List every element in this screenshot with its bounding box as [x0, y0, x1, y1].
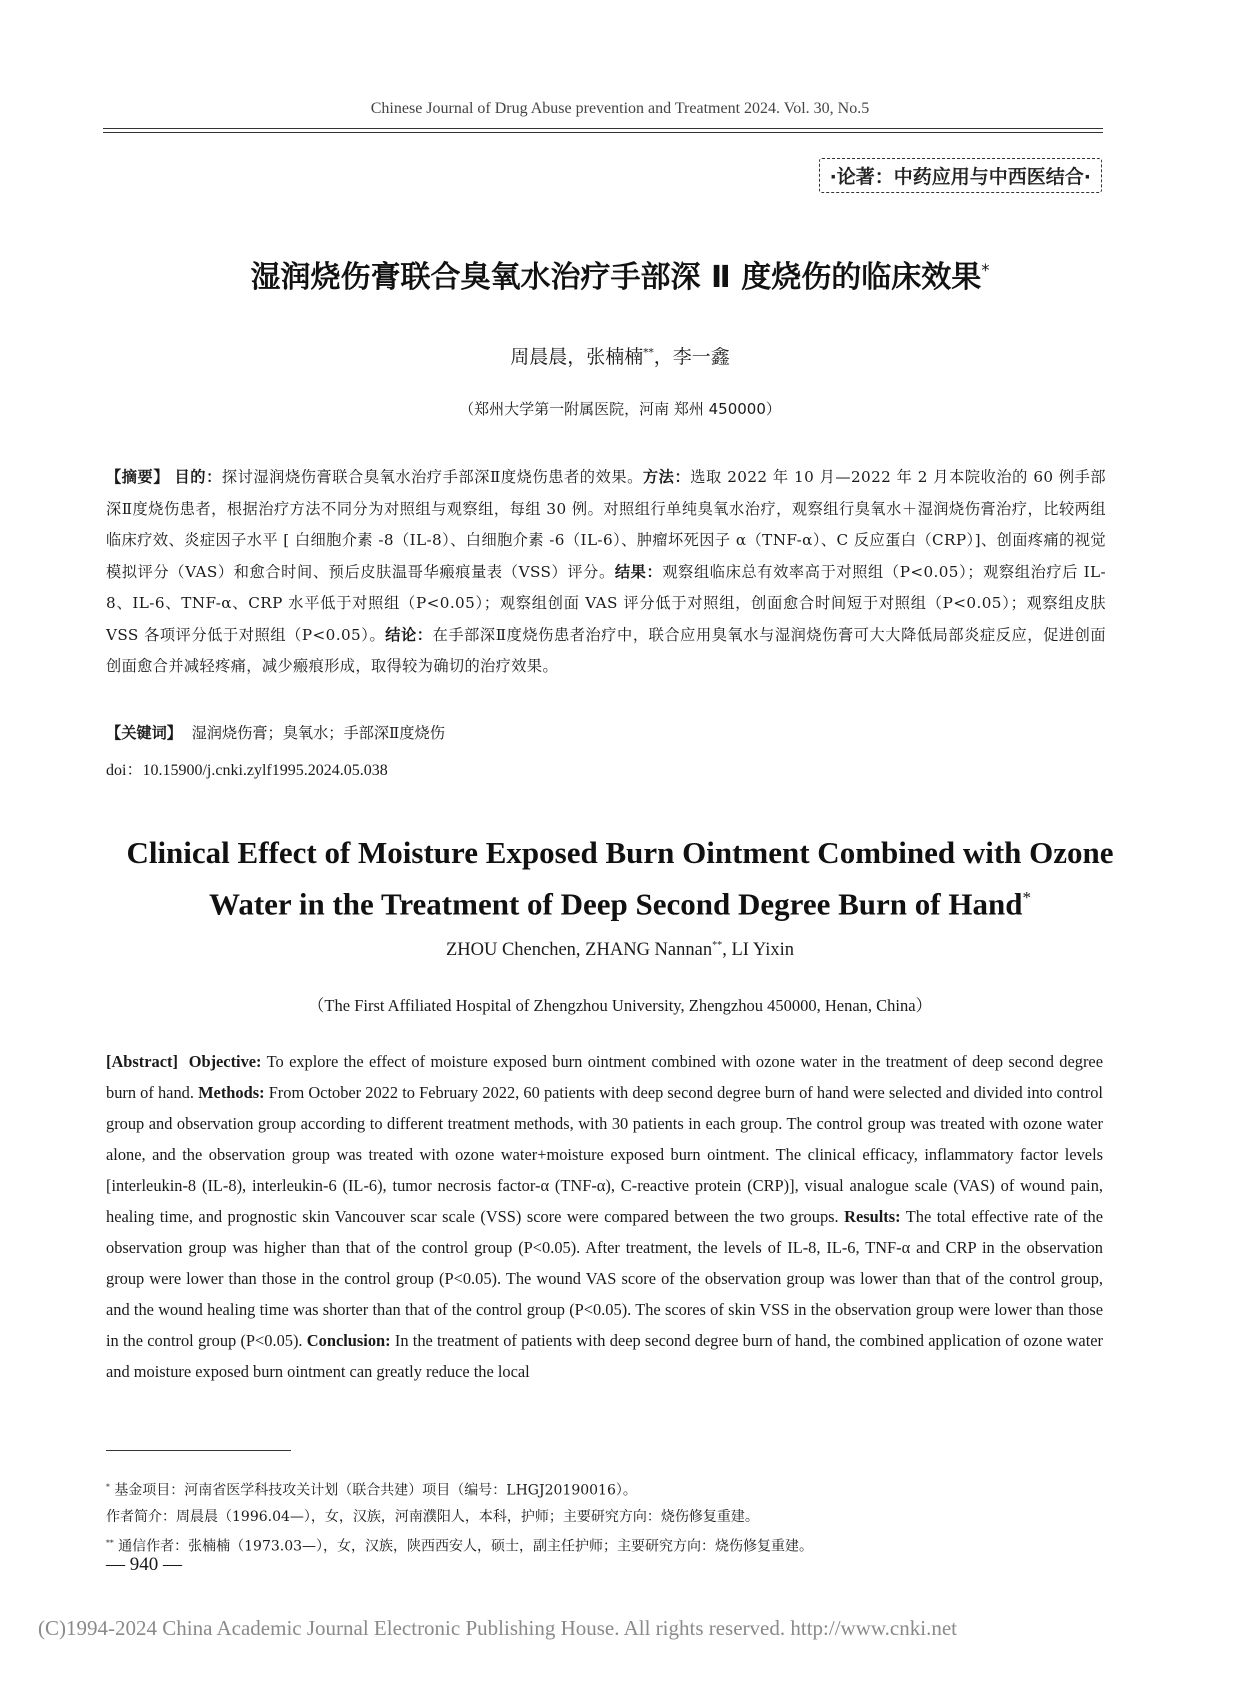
- en-methods-text: From October 2022 to February 2022, 60 patients with deep second degree burn of hand were selected and divided into control group and observation group according to different treatment methods, with 30 patients in each group. The control group was treated with ozone water alone, and the observation group was treated with ozone water+moisture exposed burn ointment. The clinical efficacy, inflammatory factor levels [interleukin-8 (IL-8), interleukin-6 (IL-6), tumor necrosis factor-α (TNF-α), C-reactive protein (CRP)], visual analogue scale (VAS) of wound pain, healing time, and prognostic skin Vancouver scar scale (VSS) score were compared between the two groups.: [106, 1083, 1103, 1226]
- en-title: [70, 830, 1170, 926]
- cn-methods-text: 选取 2022 年 10 月—2022 年 2 月本院收治的 60 例手部深Ⅱ度烧伤患者，根据治疗方法不同分为对照组与观察组，每组 30 例。对照组行单纯臭氧水治疗，观察组行臭氧水＋湿润烧伤膏治疗，比较两组临床疗效、炎症因子水平 [ 白细胞介素 -8（IL-8）、白细胞介素 -6（IL-6）、肿瘤坏死因子 α（TNF-α）、C 反应蛋白（CRP）]、创面疼痛的视觉模拟评分（VAS）和愈合时间、预后皮肤温哥华瘢痕量表（VSS）评分。: [106, 468, 1107, 581]
- footnote-corresponding: [106, 1530, 1106, 1560]
- en-title-mark: *: [1022, 888, 1031, 907]
- footnote-fund: [106, 1474, 1106, 1504]
- en-author-3: , LI Yixin: [722, 940, 795, 961]
- cn-title: [0, 252, 1240, 296]
- cn-keywords-label: 【关键词】: [106, 724, 182, 742]
- en-results-label: Results:: [844, 1207, 901, 1226]
- en-author-1-2: ZHOU Chenchen, ZHANG Nannan: [445, 940, 713, 961]
- cn-methods-label: 方法：: [642, 468, 691, 486]
- page-number: — 940 —: [106, 1554, 182, 1575]
- copyright-line: (C)1994-2024 China Academic Journal Electronic Publishing House. All rights reserved. http://www.cnki.net: [38, 1616, 957, 1640]
- cn-results-label: 结果：: [614, 562, 663, 581]
- cn-author-1: 周晨晨，: [510, 346, 587, 368]
- en-conclusion-text: In the treatment of patients with deep second degree burn of hand, the combined application of ozone water and moisture exposed burn ointment can greatly reduce the local: [106, 1331, 1103, 1381]
- en-authors: [0, 940, 1240, 961]
- cn-affiliation: （郑州大学第一附属医院，河南 郑州 450000）: [459, 400, 781, 418]
- en-objective-label: Objective:: [188, 1052, 262, 1071]
- footnote-rule: [106, 1450, 291, 1451]
- en-title-line-2: Water in the Treatment of Deep Second Degree Burn of Hand: [209, 886, 1023, 922]
- footnote-fund-text: 基金项目：河南省医学科技攻关计划（联合共建）项目（编号：LHGJ20190016）。: [109, 1482, 637, 1499]
- header-rule-thick: [103, 128, 1103, 129]
- cn-keywords-text: 湿润烧伤膏；臭氧水；手部深Ⅱ度烧伤: [191, 724, 445, 742]
- en-objective-text: To explore the effect of moisture exposed burn ointment combined with ozone water in the treatment of deep second degree burn of hand.: [106, 1052, 1103, 1102]
- cn-authors: [0, 342, 1240, 369]
- cn-objective-label: 目的：: [174, 468, 222, 486]
- section-tag: ·论著：中药应用与中西医结合·: [819, 158, 1102, 193]
- en-author-2-mark: **: [712, 940, 723, 951]
- cn-keywords: [106, 718, 1106, 748]
- footnotes: [106, 1474, 1106, 1559]
- en-conclusion-label: Conclusion:: [306, 1331, 391, 1350]
- cn-abstract: [106, 462, 1106, 683]
- cn-title-text: 湿润烧伤膏联合臭氧水治疗手部深 Ⅱ 度烧伤的临床效果: [250, 260, 982, 295]
- en-abstract: [106, 1046, 1103, 1387]
- footnote-corr-mark: **: [106, 1537, 114, 1547]
- journal-header: Chinese Journal of Drug Abuse prevention and Treatment 2024. Vol. 30, No.5: [370, 100, 870, 117]
- en-abstract-label: [Abstract]: [106, 1052, 178, 1071]
- header-rule-thin: [103, 132, 1103, 133]
- cn-author-3: ，李一鑫: [653, 346, 730, 368]
- cn-author-2: 张楠楠: [586, 346, 644, 368]
- cn-conclusion-text: 在手部深Ⅱ度烧伤患者治疗中，联合应用臭氧水与湿润烧伤膏可大大降低局部炎症反应，促进创面创面愈合并减轻疼痛，减少瘢痕形成，取得较为确切的治疗效果。: [106, 625, 1106, 675]
- footnote-author-intro: 作者简介：周晨晨（1996.04—），女，汉族，河南濮阳人，本科，护师；主要研究方向：烧伤修复重建。: [106, 1508, 759, 1525]
- cn-author-2-mark: **: [643, 346, 654, 359]
- en-affiliation: （The First Affiliated Hospital of Zhengzhou University, Zhengzhou 450000, Henan, China）: [307, 996, 933, 1015]
- cn-title-mark: *: [981, 261, 990, 280]
- en-results-text: The total effective rate of the observation group was higher than that of the control group (P<0.05). After treatment, the levels of IL-8, IL-6, TNF-α and CRP in the observation group were lower than those in the control group (P<0.05). The wound VAS score of the observation group was lower than that of the control group, and the wound healing time was shorter than that of the control group (P<0.05). The scores of skin VSS in the observation group were lower than those in the control group (P<0.05).: [106, 1207, 1103, 1350]
- en-methods-label: Methods:: [198, 1083, 265, 1102]
- cn-conclusion-label: 结论：: [385, 625, 433, 644]
- doi: doi：10.15900/j.cnki.zylf1995.2024.05.038: [106, 762, 388, 779]
- en-title-line-1: Clinical Effect of Moisture Exposed Burn Ointment Combined with Ozone: [126, 835, 1114, 870]
- footnote-corr-text: 通信作者：张楠楠（1973.03—），女，汉族，陕西西安人，硕士，副主任护师；主要研究方向：烧伤修复重建。: [113, 1538, 814, 1555]
- cn-objective-text: 探讨湿润烧伤膏联合臭氧水治疗手部深Ⅱ度烧伤患者的效果。: [221, 468, 643, 486]
- footnote-fund-mark: *: [106, 1482, 110, 1491]
- cn-abstract-label: 【摘要】: [106, 468, 170, 486]
- cn-results-text: 观察组临床总有效率高于对照组（P<0.05）；观察组治疗后 IL-8、IL-6、TNF-α、CRP 水平低于对照组（P<0.05）；观察组创面 VAS 评分低于对照组，创面愈合时间短于对照组（P<0.05）；观察组皮肤 VSS 各项评分低于对照组（P<0.05）。: [106, 562, 1106, 644]
